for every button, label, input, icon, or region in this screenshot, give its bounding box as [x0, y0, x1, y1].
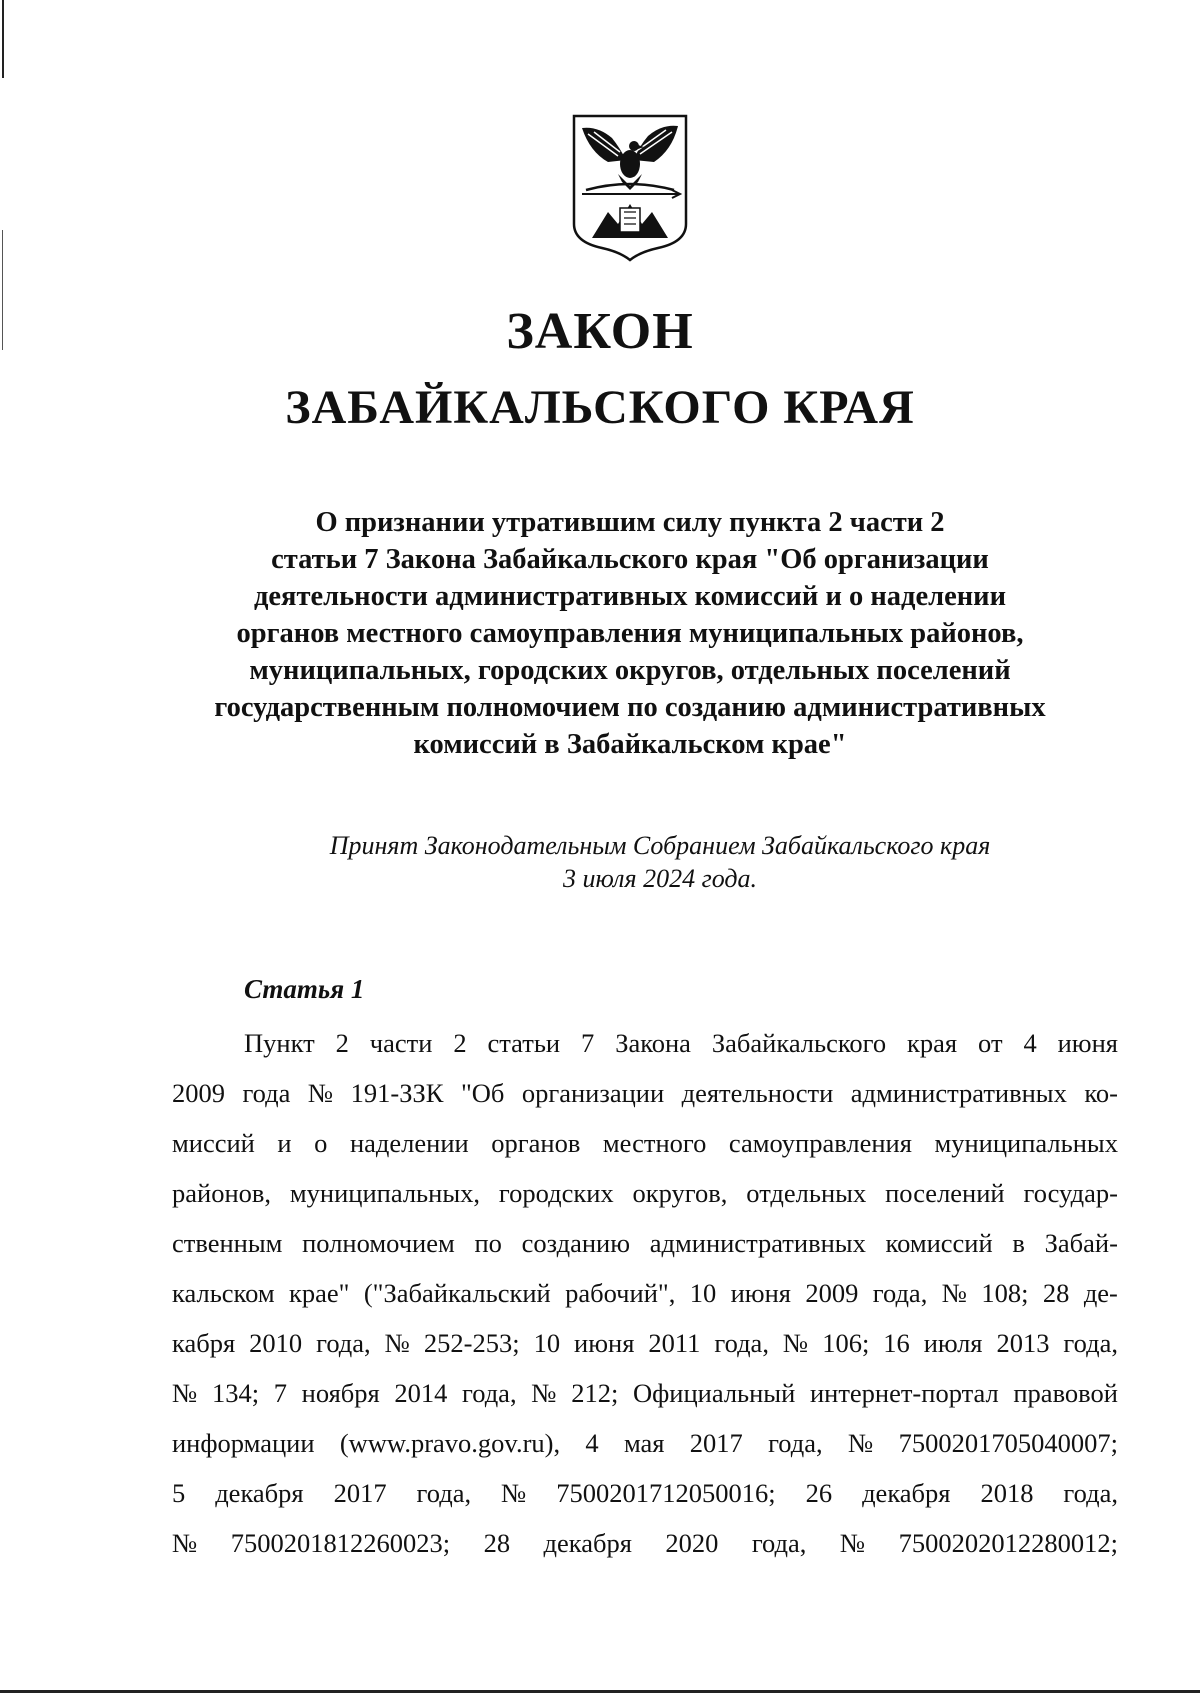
body-word: июня [1057, 1028, 1118, 1058]
body-word: 2 [453, 1028, 467, 1058]
body-word: миссий [172, 1128, 255, 1158]
body-word: деятельности [681, 1078, 834, 1108]
body-word: Забайкальского [711, 1028, 887, 1058]
body-word: № [782, 1328, 809, 1358]
body-line [172, 1268, 1118, 1318]
body-word: 16 [883, 1328, 910, 1358]
body-word: административных [850, 1078, 1067, 1108]
body-word: государ- [1023, 1178, 1118, 1208]
body-word: 28 [483, 1528, 511, 1558]
body-word: кабря [172, 1328, 236, 1358]
body-line [172, 1068, 1118, 1118]
body-word: полномочием [302, 1228, 455, 1258]
body-word: 26 [805, 1478, 833, 1508]
body-word: декабря [543, 1528, 632, 1558]
body-word: 2017 [689, 1428, 743, 1458]
body-word: июня [730, 1278, 791, 1308]
document-title: ЗАКОН [506, 303, 694, 360]
body-word: года, [872, 1278, 928, 1308]
body-line [172, 1468, 1118, 1518]
body-word: и [277, 1128, 292, 1158]
coat-of-arms-icon [568, 112, 692, 262]
scan-edge-mark [0, 1690, 1200, 1693]
body-word: июля [923, 1328, 983, 1358]
body-word: 2 [335, 1028, 349, 1058]
body-word: 2010 [249, 1328, 303, 1358]
body-word: года, [316, 1328, 371, 1358]
body-word: 2020 [665, 1528, 719, 1558]
body-word: 7500202012280012; [898, 1528, 1118, 1558]
body-word: Закона [615, 1028, 691, 1058]
body-word: городских [498, 1178, 614, 1208]
body-word: года, [416, 1478, 472, 1508]
body-word: в [1012, 1228, 1025, 1258]
subject-line: статьи 7 Закона Забайкальского края "Об организации [271, 544, 989, 575]
body-word: № [384, 1328, 410, 1358]
body-word: по [474, 1228, 502, 1258]
body-word: 4 [1023, 1028, 1037, 1058]
body-word: № [172, 1528, 198, 1558]
body-word: Официальный [632, 1378, 796, 1408]
body-word: 106; [822, 1328, 870, 1358]
body-word: 7500201705040007; [898, 1428, 1118, 1458]
body-word: органов [491, 1128, 581, 1158]
body-word: 5 [172, 1478, 186, 1508]
body-line [172, 1368, 1118, 1418]
body-word: интернет-портал [809, 1378, 999, 1408]
body-word: года, [768, 1428, 823, 1458]
body-line [172, 1218, 1118, 1268]
body-word: года, [714, 1328, 769, 1358]
body-line [172, 1168, 1118, 1218]
subject-line: государственным полномочием по созданию административных [214, 692, 1046, 723]
body-word: 2014 [394, 1378, 448, 1408]
body-word: 2011 [648, 1328, 701, 1358]
adoption-note [160, 829, 1160, 895]
body-word: крае" [288, 1278, 350, 1308]
body-line [172, 1018, 1118, 1068]
body-word: № [501, 1478, 527, 1508]
body-word: наделении [349, 1128, 469, 1158]
body-word: года, [1063, 1328, 1118, 1358]
body-word: 4 [585, 1428, 599, 1458]
subject-line: муниципальных, городских округов, отдельных поселений [249, 655, 1011, 686]
body-word: ("Забайкальский [363, 1278, 551, 1308]
body-word: административных [649, 1228, 866, 1258]
body-word: ноября [301, 1378, 380, 1408]
body-word: 191-ЗЗК [350, 1078, 444, 1108]
body-word: самоуправления [728, 1128, 912, 1158]
body-word: комиссий [885, 1228, 993, 1258]
body-word: № [941, 1278, 968, 1308]
body-word: 108; [981, 1278, 1029, 1308]
body-word: 134; [211, 1378, 260, 1408]
body-word: статьи [487, 1028, 561, 1058]
body-word: 2017 [333, 1478, 387, 1508]
body-word: № [307, 1078, 334, 1108]
body-word: 7 [273, 1378, 287, 1408]
body-word: местного [602, 1128, 707, 1158]
body-word: организации [521, 1078, 665, 1108]
document-region: ЗАБАЙКАЛЬСКОГО КРАЯ [285, 381, 915, 434]
body-word: года, [751, 1528, 807, 1558]
body-word: о [314, 1128, 328, 1158]
body-word: года [242, 1078, 291, 1108]
body-line [172, 1118, 1118, 1168]
subject-line: О признании утратившим силу пункта 2 части 2 [315, 507, 945, 538]
body-line [172, 1318, 1118, 1368]
body-word: муниципальных [934, 1128, 1118, 1158]
body-word: 7500201812260023; [230, 1528, 451, 1558]
body-word: Забай- [1044, 1228, 1118, 1258]
body-word: края [907, 1028, 958, 1058]
body-word: 212; [571, 1378, 619, 1408]
body-word: года, [462, 1378, 517, 1408]
body-word: округов, [632, 1178, 728, 1208]
body-word: рабочий", [565, 1278, 676, 1308]
body-word: мая [623, 1428, 665, 1458]
law-subject [150, 504, 1110, 763]
body-word: муниципальных, [289, 1178, 480, 1208]
body-word: № [172, 1378, 198, 1408]
subject-line: комиссий в Забайкальском крае" [413, 729, 847, 760]
body-word: 10 [533, 1328, 561, 1358]
body-word: ственным [172, 1228, 283, 1258]
body-word: 2013 [996, 1328, 1050, 1358]
body-line [172, 1418, 1118, 1468]
body-word: Пункт [244, 1028, 315, 1058]
body-word: № [531, 1378, 557, 1408]
body-word: 252-253; [423, 1328, 520, 1358]
body-word: правовой [1013, 1378, 1118, 1408]
body-word: декабря [862, 1478, 951, 1508]
body-word: 7 [581, 1028, 595, 1058]
body-line [172, 1518, 1118, 1568]
body-word: 2009 [172, 1078, 225, 1108]
body-word: поселений [885, 1178, 1005, 1208]
article-body [172, 1018, 1118, 1568]
body-word: 28 [1042, 1278, 1070, 1308]
subject-line: органов местного самоуправления муниципальных районов, [236, 618, 1024, 649]
body-word: № [847, 1428, 874, 1458]
body-word: 2018 [980, 1478, 1034, 1508]
body-word: № [839, 1528, 866, 1558]
body-word: кальском [172, 1278, 275, 1308]
body-word: 10 [689, 1278, 717, 1308]
subject-line: деятельности административных комиссий и о наделении [253, 581, 1007, 612]
body-word: "Об [460, 1078, 505, 1108]
adoption-date: 3 июля 2024 года. [562, 864, 758, 893]
body-word: районов, [172, 1178, 272, 1208]
body-word: части [369, 1028, 433, 1058]
body-word: отдельных [746, 1178, 867, 1208]
body-word: созданию [521, 1228, 631, 1258]
body-word: ко- [1084, 1078, 1118, 1108]
adoption-body: Принят Законодательным Собранием Забайкальского края [329, 831, 991, 860]
body-word: 2009 [805, 1278, 859, 1308]
body-word: от [978, 1028, 1003, 1058]
body-word: информации [172, 1428, 315, 1458]
body-word: июня [574, 1328, 635, 1358]
article-heading: Статья 1 [244, 974, 365, 1004]
body-word: де- [1083, 1278, 1118, 1308]
scan-edge-mark [2, 0, 4, 78]
body-word: (www.pravo.gov.ru), [339, 1428, 561, 1458]
body-word: декабря [215, 1478, 304, 1508]
body-word: 7500201712050016; [556, 1478, 776, 1508]
body-word: года, [1063, 1478, 1118, 1508]
